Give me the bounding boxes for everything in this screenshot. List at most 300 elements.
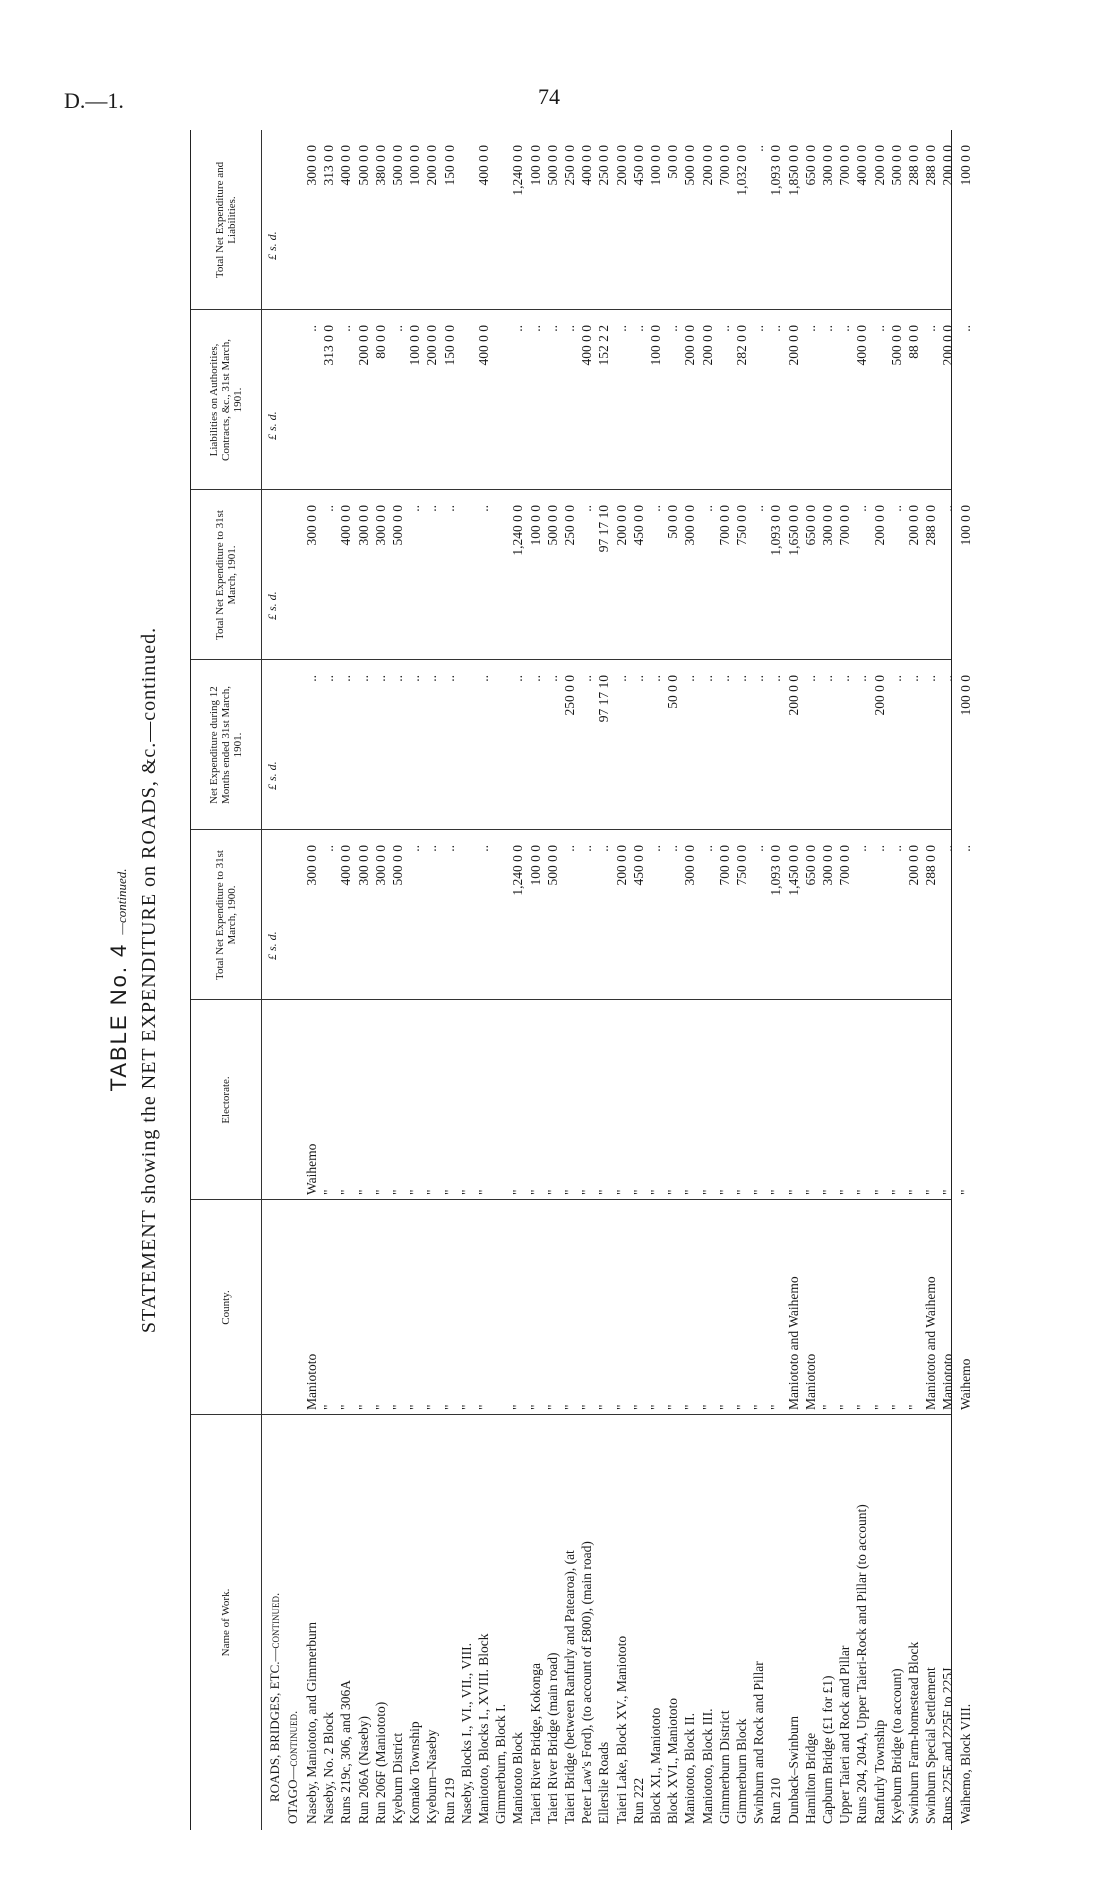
cell-a: .. xyxy=(854,845,870,852)
table-row xyxy=(767,130,785,1830)
cell-d: .. xyxy=(562,325,577,332)
header-electorate: Electorate. xyxy=(220,1076,232,1124)
cell-county: " xyxy=(837,1404,853,1410)
cell-e: 250 0 0 xyxy=(596,145,612,186)
cell-c: 700 0 0 xyxy=(716,505,732,546)
cell-c: .. xyxy=(854,505,870,512)
cell-c: .. xyxy=(441,505,457,512)
cell-e: 200 0 0 xyxy=(871,145,887,186)
cell-county: " xyxy=(372,1404,388,1410)
cell-b: .. xyxy=(338,675,354,682)
table-row xyxy=(664,130,682,1830)
cell-e: 200 0 0 xyxy=(940,145,956,186)
cell-e: 1,240 0 0 xyxy=(510,145,526,196)
cell-d: .. xyxy=(957,325,973,332)
cell-d: 150 0 0 xyxy=(441,325,457,366)
cell-name: Run 206A (Naseby) xyxy=(355,1716,371,1824)
cell-county: " xyxy=(699,1404,715,1410)
cell-c: 400 0 0 xyxy=(338,505,354,546)
cell-d: 200 0 0 xyxy=(355,325,371,366)
cell-e: 450 0 0 xyxy=(630,145,646,186)
table-row xyxy=(544,130,562,1830)
cell-b: .. xyxy=(630,675,646,682)
table-title xyxy=(106,130,132,1830)
cell-a: 1,450 0 0 xyxy=(785,845,801,896)
cell-elec: " xyxy=(923,1189,939,1195)
table-row xyxy=(733,130,751,1830)
cell-elec: " xyxy=(596,1189,612,1195)
cell-elec: " xyxy=(837,1189,853,1195)
cell-c: 300 0 0 xyxy=(682,505,698,546)
cell-c: 300 0 0 xyxy=(372,505,388,546)
cell-elec: " xyxy=(785,1189,801,1195)
cell-name: Ellerslie Roads xyxy=(596,1741,612,1824)
cell-b: 200 0 0 xyxy=(871,675,887,716)
cell-elec: " xyxy=(527,1189,543,1195)
table-row xyxy=(303,130,321,1830)
cell-elec: " xyxy=(544,1189,560,1195)
cell-county: " xyxy=(665,1404,681,1410)
cell-elec: " xyxy=(854,1189,870,1195)
cell-county: " xyxy=(527,1404,543,1410)
cell-e: 500 0 0 xyxy=(390,145,405,186)
cell-b: 200 0 0 xyxy=(785,675,801,716)
cell-name: Block XI., Maniototo xyxy=(648,1707,663,1824)
cell-b: .. xyxy=(699,675,715,682)
cell-e: 500 0 0 xyxy=(888,145,904,186)
cell-name: Kyeburn Bridge (to account) xyxy=(888,1668,904,1824)
cell-b: .. xyxy=(734,675,749,682)
table-title-main: TABLE No. 4 xyxy=(106,942,131,1092)
cell-b: 97 17 10 xyxy=(596,675,612,723)
cell-county: " xyxy=(906,1404,921,1410)
cell-b: .. xyxy=(476,675,491,682)
cell-d: 200 0 0 xyxy=(424,325,440,366)
cell-a: 500 0 0 xyxy=(390,845,405,886)
cell-elec: " xyxy=(630,1189,646,1195)
cell-b: .. xyxy=(390,675,405,682)
cell-name: Capburn Bridge (£1 for £1) xyxy=(820,1675,835,1824)
cell-b: .. xyxy=(923,675,939,682)
cell-county: " xyxy=(321,1404,337,1410)
cell-e: 150 0 0 xyxy=(441,145,457,186)
cell-b: .. xyxy=(751,675,767,682)
units-label: £ s. d. xyxy=(265,931,279,960)
cell-elec: " xyxy=(372,1189,388,1195)
table-row xyxy=(475,130,493,1830)
section-heading: ROADS, BRIDGES, ETC.—continued. xyxy=(267,1592,282,1802)
table-row xyxy=(458,130,476,1830)
cell-c: .. xyxy=(407,505,423,512)
cell-a: .. xyxy=(751,845,767,852)
cell-elec: " xyxy=(665,1189,681,1195)
table-row xyxy=(613,130,631,1830)
units-label: £ s. d. xyxy=(265,591,279,620)
cell-county: " xyxy=(596,1404,612,1410)
cell-a: 1,093 0 0 xyxy=(768,845,784,896)
cell-a: 300 0 0 xyxy=(304,845,319,886)
cell-name: Peter Law's Ford), (to account of £800), (main road) xyxy=(579,1541,595,1824)
cell-e: 700 0 0 xyxy=(837,145,853,186)
cell-d: 80 0 0 xyxy=(372,325,388,359)
cell-b: .. xyxy=(820,675,835,682)
cell-county: " xyxy=(355,1404,371,1410)
cell-b: .. xyxy=(510,675,526,682)
cell-county: " xyxy=(579,1404,595,1410)
table-subtitle: STATEMENT showing the NET EXPENDITURE on ROADS, &c.—continued. xyxy=(138,626,160,1334)
cell-d: 200 0 0 xyxy=(699,325,715,366)
cell-elec: " xyxy=(510,1189,526,1195)
cell-c: .. xyxy=(321,505,337,512)
table-row xyxy=(888,130,906,1830)
cell-d: .. xyxy=(544,325,560,332)
cell-county: " xyxy=(854,1404,870,1410)
cell-name: Maniototo, Block II. xyxy=(682,1713,698,1824)
cell-elec: " xyxy=(820,1189,835,1195)
cell-e: 1,850 0 0 xyxy=(785,145,801,196)
cell-d: 200 0 0 xyxy=(682,325,698,366)
cell-county: " xyxy=(716,1404,732,1410)
cell-a: 700 0 0 xyxy=(716,845,732,886)
cell-c: .. xyxy=(648,505,663,512)
cell-b: 50 0 0 xyxy=(665,675,681,709)
cell-d: .. xyxy=(630,325,646,332)
cell-elec: " xyxy=(613,1189,629,1195)
table-row xyxy=(939,130,957,1830)
cell-d: .. xyxy=(613,325,629,332)
cell-name: Run 222 xyxy=(630,1777,646,1824)
cell-elec: " xyxy=(940,1189,956,1195)
cell-county: " xyxy=(424,1404,440,1410)
table-row xyxy=(578,130,596,1830)
cell-name: Ranfurly Township xyxy=(871,1719,887,1824)
header-exp-1900: Total Net Expenditure to 31st March, 1900. xyxy=(214,850,238,980)
cell-a: .. xyxy=(665,845,681,852)
cell-d: .. xyxy=(751,325,767,332)
cell-d: .. xyxy=(390,325,405,332)
cell-county: " xyxy=(613,1404,629,1410)
table-row xyxy=(389,130,407,1830)
cell-elec: " xyxy=(579,1189,595,1195)
cell-county: Maniototo and Waihemo xyxy=(923,1276,939,1410)
table-row xyxy=(630,130,648,1830)
cell-a: .. xyxy=(321,845,337,852)
cell-e: 100 0 0 xyxy=(648,145,663,186)
cell-county: " xyxy=(338,1404,354,1410)
cell-c: .. xyxy=(699,505,715,512)
cell-b: .. xyxy=(527,675,543,682)
cell-a: .. xyxy=(596,845,612,852)
cell-e: 250 0 0 xyxy=(562,145,577,186)
cell-name: Gimmerburn, Block I. xyxy=(493,1704,509,1824)
table-row xyxy=(716,130,734,1830)
cell-county: " xyxy=(510,1404,526,1410)
cell-name: Swinburn Special Settlement xyxy=(923,1667,939,1824)
cell-county: " xyxy=(544,1404,560,1410)
cell-c: 300 0 0 xyxy=(355,505,371,546)
cell-d: 152 2 2 xyxy=(596,325,612,366)
cell-elec: " xyxy=(768,1189,784,1195)
cell-name: Maniototo Block xyxy=(510,1732,526,1824)
cell-name: Run 206F (Maniototo) xyxy=(372,1701,388,1824)
cell-elec: " xyxy=(441,1189,457,1195)
cell-e: 400 0 0 xyxy=(579,145,595,186)
cell-c: 50 0 0 xyxy=(665,505,681,539)
units-label: £ s. d. xyxy=(265,761,279,790)
cell-d: 400 0 0 xyxy=(854,325,870,366)
cell-a: 700 0 0 xyxy=(837,845,853,886)
cell-d: .. xyxy=(510,325,526,332)
cell-e: 400 0 0 xyxy=(476,145,491,186)
cell-name: Taieri Lake, Block XV., Maniototo xyxy=(613,1635,629,1824)
table-row xyxy=(750,130,768,1830)
header-name: Name of Work. xyxy=(220,1588,232,1657)
cell-c: 288 0 0 xyxy=(923,505,939,546)
cell-name: Naseby, Maniototo, and Gimmerburn xyxy=(304,1622,319,1824)
cell-b: .. xyxy=(372,675,388,682)
cell-c: 100 0 0 xyxy=(527,505,543,546)
cell-d: .. xyxy=(338,325,354,332)
cell-elec: " xyxy=(407,1189,423,1195)
cell-a: .. xyxy=(407,845,423,852)
cell-e: 380 0 0 xyxy=(372,145,388,186)
cell-a: 300 0 0 xyxy=(355,845,371,886)
header-row xyxy=(191,130,262,1830)
cell-county: " xyxy=(768,1404,784,1410)
table-row xyxy=(355,130,373,1830)
cell-a: 288 0 0 xyxy=(923,845,939,886)
cell-county: " xyxy=(888,1404,904,1410)
table-row xyxy=(423,130,441,1830)
cell-e: 500 0 0 xyxy=(682,145,698,186)
cell-e: 100 0 0 xyxy=(957,145,973,186)
cell-d: 200 0 0 xyxy=(785,325,801,366)
cell-c: 450 0 0 xyxy=(630,505,646,546)
cell-county: " xyxy=(751,1404,767,1410)
cell-name: Gimmerburn Block xyxy=(734,1718,749,1824)
cell-county: " xyxy=(407,1404,423,1410)
cell-a: 650 0 0 xyxy=(802,845,818,886)
cell-e: 200 0 0 xyxy=(424,145,440,186)
table-row xyxy=(372,130,390,1830)
cell-name: Swinburn Farm-homestead Block xyxy=(906,1641,921,1824)
cell-e: 1,093 0 0 xyxy=(768,145,784,196)
cell-b: .. xyxy=(321,675,337,682)
cell-e: 400 0 0 xyxy=(338,145,354,186)
cell-c: 200 0 0 xyxy=(906,505,921,546)
cell-county: " xyxy=(871,1404,887,1410)
cell-name: Run 219 xyxy=(441,1777,457,1824)
cell-county: " xyxy=(648,1404,663,1410)
cell-c: 1,650 0 0 xyxy=(785,505,801,556)
cell-e: 300 0 0 xyxy=(820,145,835,186)
cell-b: .. xyxy=(441,675,457,682)
cell-c: 300 0 0 xyxy=(304,505,319,546)
header-exp-1901: Total Net Expenditure to 31st March, 1901. xyxy=(214,510,238,640)
cell-e: 300 0 0 xyxy=(304,145,319,186)
cell-d: .. xyxy=(665,325,681,332)
cell-a: .. xyxy=(888,845,904,852)
cell-a: .. xyxy=(441,845,457,852)
table-row xyxy=(819,130,837,1830)
table-row xyxy=(441,130,459,1830)
cell-c: 300 0 0 xyxy=(820,505,835,546)
cell-e: .. xyxy=(751,145,767,152)
cell-e: 650 0 0 xyxy=(802,145,818,186)
cell-county: Maniototo xyxy=(940,1353,956,1410)
cell-elec: " xyxy=(871,1189,887,1195)
cell-a: 300 0 0 xyxy=(682,845,698,886)
cell-name: Dunback–Swinburn xyxy=(785,1716,801,1824)
cell-name: Kyeburn District xyxy=(390,1732,405,1824)
cell-c: .. xyxy=(751,505,767,512)
header-county: County. xyxy=(220,1290,232,1325)
cell-a: 200 0 0 xyxy=(906,845,921,886)
cell-a: .. xyxy=(940,845,956,852)
units-label: £ s. d. xyxy=(265,231,279,260)
cell-c: 250 0 0 xyxy=(562,505,577,546)
cell-d: 88 0 0 xyxy=(906,325,921,359)
cell-name: Taieri River Bridge (main road) xyxy=(544,1652,560,1824)
cell-county: " xyxy=(476,1404,491,1410)
cell-c: .. xyxy=(424,505,440,512)
table-row xyxy=(785,130,803,1830)
cell-d: 500 0 0 xyxy=(888,325,904,366)
table-row xyxy=(509,130,527,1830)
cell-a: 400 0 0 xyxy=(338,845,354,886)
table-row xyxy=(527,130,545,1830)
page-number: 74 xyxy=(538,84,560,109)
cell-elec: " xyxy=(390,1189,405,1195)
cell-name: Hamilton Bridge xyxy=(802,1732,818,1824)
cell-c: .. xyxy=(888,505,904,512)
cell-a: .. xyxy=(871,845,887,852)
cell-elec: Waihemo xyxy=(304,1143,319,1195)
header-total: Total Net Expenditure and Liabilities. xyxy=(214,161,238,279)
cell-county: " xyxy=(820,1404,835,1410)
cell-county: Maniototo xyxy=(304,1353,319,1410)
cell-c: 200 0 0 xyxy=(613,505,629,546)
cell-county: " xyxy=(630,1404,646,1410)
cell-a: .. xyxy=(957,845,973,852)
cell-d: .. xyxy=(716,325,732,332)
cell-county: " xyxy=(682,1404,698,1410)
cell-b: .. xyxy=(888,675,904,682)
cell-a: .. xyxy=(562,845,577,852)
cell-county: " xyxy=(458,1404,474,1410)
cell-elec: " xyxy=(751,1189,767,1195)
cell-name: Swinburn and Rock and Pillar xyxy=(751,1661,767,1824)
cell-c: 100 0 0 xyxy=(957,505,973,546)
cell-c: 650 0 0 xyxy=(802,505,818,546)
cell-b: .. xyxy=(682,675,698,682)
cell-e: 400 0 0 xyxy=(854,145,870,186)
cell-name: Run 210 xyxy=(768,1777,784,1824)
cell-elec: " xyxy=(682,1189,698,1195)
cell-b: .. xyxy=(579,675,595,682)
cell-name: Maniototo, Block III. xyxy=(699,1708,715,1824)
cell-elec: " xyxy=(716,1189,732,1195)
cell-a: 500 0 0 xyxy=(544,845,560,886)
cell-d: 100 0 0 xyxy=(648,325,663,366)
cell-c: .. xyxy=(940,505,956,512)
cell-c: .. xyxy=(476,505,491,512)
table-row xyxy=(836,130,854,1830)
cell-b: .. xyxy=(854,675,870,682)
cell-d: 282 0 0 xyxy=(734,325,749,366)
document-reference: D.—1. xyxy=(64,88,124,113)
cell-county: " xyxy=(441,1404,457,1410)
cell-elec: " xyxy=(888,1189,904,1195)
cell-b: .. xyxy=(802,675,818,682)
cell-d: 400 0 0 xyxy=(579,325,595,366)
table-row xyxy=(922,130,940,1830)
cell-d: .. xyxy=(837,325,853,332)
cell-d: .. xyxy=(820,325,835,332)
cell-d: 100 0 0 xyxy=(407,325,423,366)
cell-d: .. xyxy=(768,325,784,332)
cell-e: 50 0 0 xyxy=(665,145,681,179)
cell-d: 400 0 0 xyxy=(476,325,491,366)
cell-a: .. xyxy=(424,845,440,852)
cell-a: 100 0 0 xyxy=(527,845,543,886)
table-row xyxy=(595,130,613,1830)
cell-e: 200 0 0 xyxy=(699,145,715,186)
table-row xyxy=(905,130,923,1830)
cell-a: 300 0 0 xyxy=(372,845,388,886)
cell-b: .. xyxy=(837,675,853,682)
cell-a: .. xyxy=(699,845,715,852)
cell-b: .. xyxy=(768,675,784,682)
table-title-continued: —continued. xyxy=(114,868,129,935)
table-row xyxy=(320,130,338,1830)
cell-name: Taieri Bridge (between Ranfurly and Patearoa), (at xyxy=(562,1550,577,1824)
cell-b: .. xyxy=(716,675,732,682)
cell-b: .. xyxy=(424,675,440,682)
table-row xyxy=(957,130,975,1830)
cell-elec: " xyxy=(906,1189,921,1195)
cell-name: Naseby, Blocks I., VI., VII., VIII. xyxy=(458,1643,474,1824)
cell-d: .. xyxy=(802,325,818,332)
header-liabilities: Liabilities on Authorities, Contracts, &c., 31st March, 1901. xyxy=(208,339,244,461)
cell-name: Naseby, No. 2 Block xyxy=(321,1712,337,1824)
cell-name: Upper Taieri and Rock and Pillar xyxy=(837,1645,853,1824)
cell-e: 100 0 0 xyxy=(527,145,543,186)
cell-b: 250 0 0 xyxy=(562,675,577,716)
cell-name: Waihemo, Block VIII. xyxy=(957,1703,973,1824)
table-row xyxy=(871,130,889,1830)
cell-name: Kyeburn–Naseby xyxy=(424,1729,440,1824)
table-row xyxy=(699,130,717,1830)
table-row xyxy=(802,130,820,1830)
cell-b: .. xyxy=(407,675,423,682)
cell-name: Runs 204, 204A, Upper Taieri-Rock and Pillar (to account) xyxy=(854,1504,870,1824)
cell-name: Runs 219c, 306, and 306A xyxy=(338,1680,354,1824)
cell-e: 288 0 0 xyxy=(923,145,939,186)
cell-name: Komako Township xyxy=(407,1721,423,1824)
cell-d: .. xyxy=(923,325,939,332)
cell-c: 1,240 0 0 xyxy=(510,505,526,556)
cell-b: .. xyxy=(906,675,921,682)
cell-county: Maniototo xyxy=(802,1353,818,1410)
cell-elec: " xyxy=(699,1189,715,1195)
cell-elec: " xyxy=(648,1189,663,1195)
cell-elec: " xyxy=(458,1189,474,1195)
cell-b: .. xyxy=(304,675,319,682)
cell-elec: " xyxy=(957,1189,973,1195)
cell-a: .. xyxy=(648,845,663,852)
table-row xyxy=(647,130,665,1830)
